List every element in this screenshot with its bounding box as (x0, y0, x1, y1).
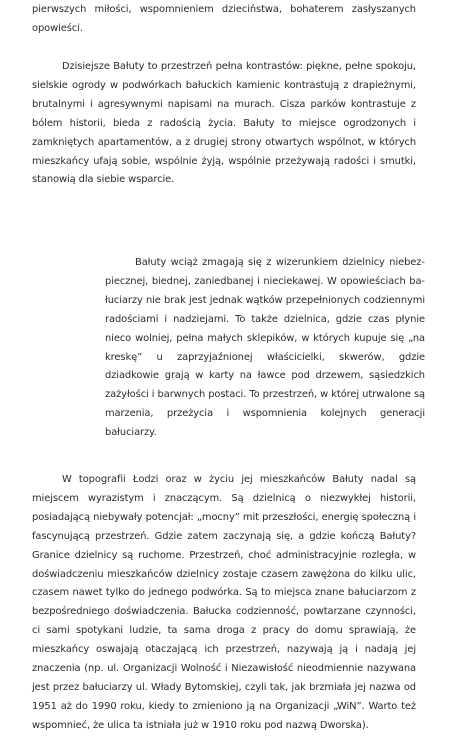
paragraph-continuation: pierwszych miłości, wspomnieniem dzieciństwa, bohaterem zasłyszanych opowieści. (32, 4, 416, 34)
paragraph-indented-image: Bałuty wciąż zmagają się z wizerunkiem dzielnicy niebezpiecznej, biednej, zaniedbanej i nieciekawej. W opowieściach bałuciarzy nie brak jest jednak wątków przepełnionych codziennymi radościami i nadziejami. To także dzielnica, gdzie czas płynie nieco wolniej, pełna małych sklepików, w których kupuje się „na kreskę” u zaprzyjaźnionej właścicielki, skwerów, gdzie dziadkowie grają w karty na ławce pod drzewem, sąsiedzkich zażyłości i barwnych postaci. To przestrzeń, w której utrwalone są marzenia, przeżycia i wspomnienia kolejnych generacji bałuciarzy. (105, 257, 425, 439)
paragraph-contrasts: Dzisiejsze Bałuty to przestrzeń pełna kontrastów: piękne, pełne spokoju, sielskie ogrody w podwórkach bałuckich kamienic kontrastują z drapieżnymi, brutalnymi i agresywnymi napisami na murach. Cisza parków kontrastuje z bólem historii, bieda z radością życia. Bałuty to miejsce ogrodzonych i zamkniętych apartamentów, a z drugiej strony otwartych wspólnot, w których mieszkańcy ufają sobie, wspólnie żyją, wspólnie przeżywają radości i smutki, stanowią dla siebie wsparcie. (32, 61, 416, 186)
paragraph-topography: W topografii Łodzi oraz w życiu jej mieszkańców Bałuty nadal są miejscem wyrazistym i znaczącym. Są dzielnicą o niezwykłej historii, posiadającą niebywały potencjał: „mocny” mit przeszłości, energię społeczną i fascynującą przestrzeń. Gdzie zatem zaczynają się, a gdzie kończą Bałuty? Granice dzielnicy są ruchome. Przestrzeń, choć administracyjnie rozległa, w doświadczeniu mieszkańców dzielnicy zostaje czasem zawężona do kilku ulic, czasem nawet tylko do jednego podwórka. Są to miejsca znane bałuciarzom z bezpośredniego doświadczenia. Bałucka codzienność, powtarzane czynności, ci sami spotykani ludzie, ta sama droga z pracy do domu sprawiają, że mieszkańcy oswajają otaczającą ich przestrzeń, nazywają ją i nadają jej znaczenia (np. ul. Organizacji Wolność i Niezawisłość nieodmiennie nazywana jest przez bałuciarzy ul. Włady Bytomskiej, czyli tak, jak brzmiała jej nazwa od 1951 aż do 1990 roku, kiedy to zmieniono ją na Organizacji „WiN”. Warto też wspomnieć, że ulica ta istniała już w 1910 roku pod nazwą Dworska). (32, 474, 416, 731)
